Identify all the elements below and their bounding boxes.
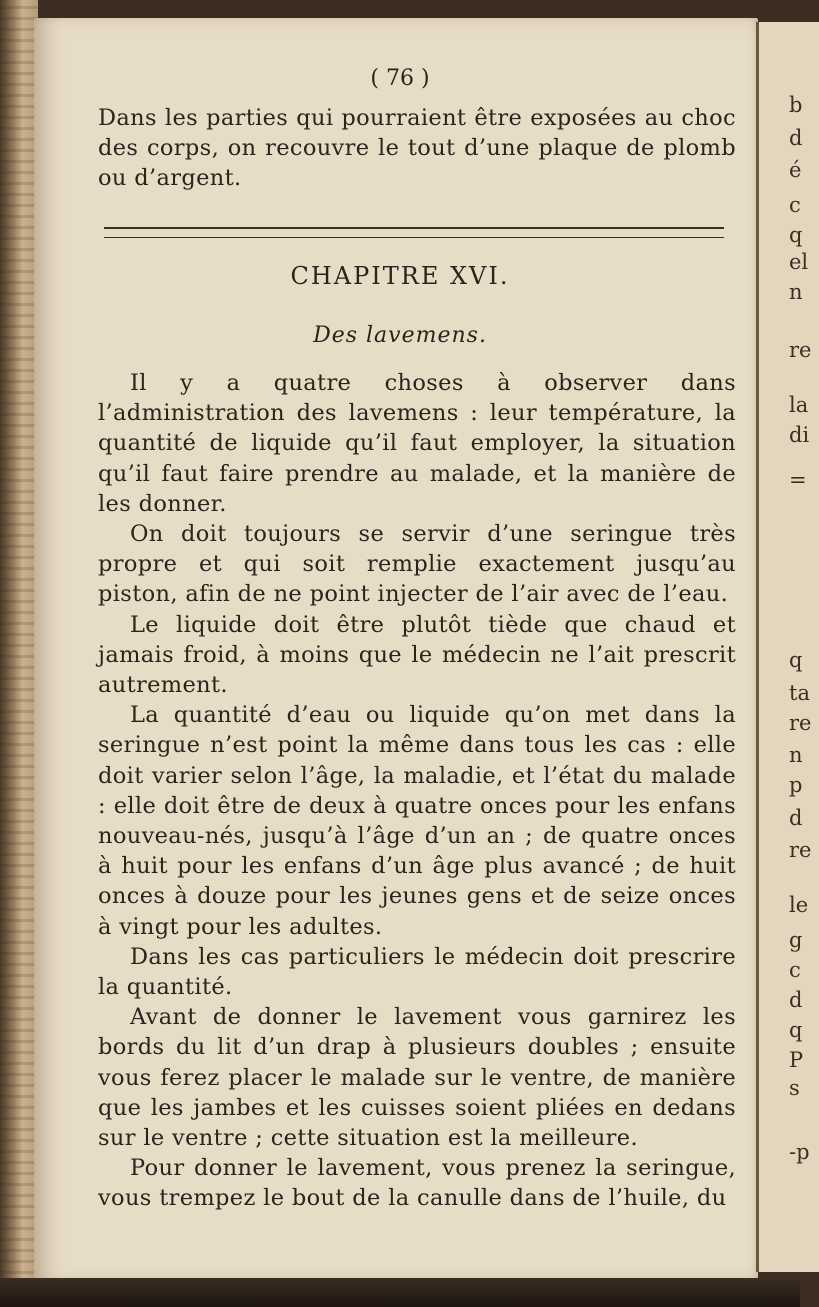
facing-page-fragment: é (789, 158, 802, 182)
facing-page-fragment: p (789, 773, 803, 797)
book-bottom-edge (0, 1278, 800, 1307)
facing-page-fragment: di (789, 423, 810, 447)
facing-page-fragment: n (789, 743, 803, 767)
chapter-title: CHAPITRE XVI. (290, 262, 510, 290)
facing-page-fragment: le (789, 893, 809, 917)
facing-page-edge (756, 22, 819, 1272)
facing-page-fragment: g (789, 928, 803, 952)
facing-page-fragment: d (789, 126, 803, 150)
facing-page-fragment: d (789, 806, 803, 830)
paragraph-1: Il y a quatre choses à observer dans l’administration des lavemens : leur température, la quantité de liquide qu’il faut employer, la situation qu’il faut faire prendre au malade, et la manière de les donner. (98, 370, 736, 517)
facing-page-fragment: re (789, 711, 812, 735)
book-spine (0, 0, 38, 1307)
page-number: ( 76 ) (370, 66, 430, 91)
facing-page-fragment: -p (789, 1140, 810, 1164)
paragraph-3: Le liquide doit être plutôt tiède que chaud et jamais froid, à moins que le médecin ne l’ait prescrit autrement. (98, 611, 736, 699)
paragraph-4: La quantité d’eau ou liquide qu’on met dans la seringue n’est point la même dans tous les cas : elle doit varier selon l’âge, la maladie, et l’état du malade : elle doit être de deux à quatre onces pour les enfans nouveau-nés, jusqu’à l’âge d’un an ; de quatre onces à huit pour les enfans d’un âge plus avancé ; de huit onces à douze pour les jeunes gens et de seize onces à vingt pour les adultes. (98, 702, 736, 940)
facing-page-fragment: el (789, 250, 809, 274)
paragraph-7: Pour donner le lavement, vous prenez la seringue, vous trempez le bout de la canulle dans de l’huile, du (98, 1155, 736, 1212)
intro-block (98, 103, 736, 194)
facing-page-fragment: q (789, 1018, 803, 1042)
facing-page-fragment: q (789, 648, 803, 672)
intro-paragraph: Dans les parties qui pourraient être exposées au choc des corps, on recouvre le tout d’une plaque de plomb ou d’argent. (98, 105, 736, 192)
facing-page-fragment: P (789, 1048, 804, 1072)
section-divider (104, 227, 724, 238)
paragraph-5: Dans les cas particuliers le médecin doit prescrire la quantité. (98, 943, 736, 1001)
facing-page-fragment: re (789, 338, 812, 362)
facing-page-fragment: re (789, 838, 812, 862)
facing-page-fragment: c (789, 193, 801, 217)
facing-page-fragment: c (789, 958, 801, 982)
paragraph-2: On doit toujours se servir d’une seringue très propre et qui soit remplie exactement jusqu’au piston, afin de ne point injecter de l’air avec de l’eau. (98, 521, 736, 608)
paragraph-6: Avant de donner le lavement vous garnirez les bords du lit d’un drap à plusieurs doubles ; ensuite vous ferez placer le malade sur le ventre, de manière que les jambes et les cuisses soient pliées en dedans sur le ventre ; cette situation est la meilleure. (98, 1004, 736, 1152)
chapter-body (98, 368, 736, 1214)
facing-page-fragment: b (789, 93, 803, 117)
facing-page-fragment: q (789, 223, 803, 247)
facing-page-fragment: ta (789, 681, 810, 705)
chapter-subtitle: Des lavemens. (313, 323, 487, 348)
facing-page-fragment: s (789, 1076, 800, 1100)
facing-page-fragment: n (789, 280, 803, 304)
facing-page-fragment: d (789, 988, 803, 1012)
facing-page-fragment: = (789, 468, 807, 492)
facing-page-fragment: la (789, 393, 809, 417)
